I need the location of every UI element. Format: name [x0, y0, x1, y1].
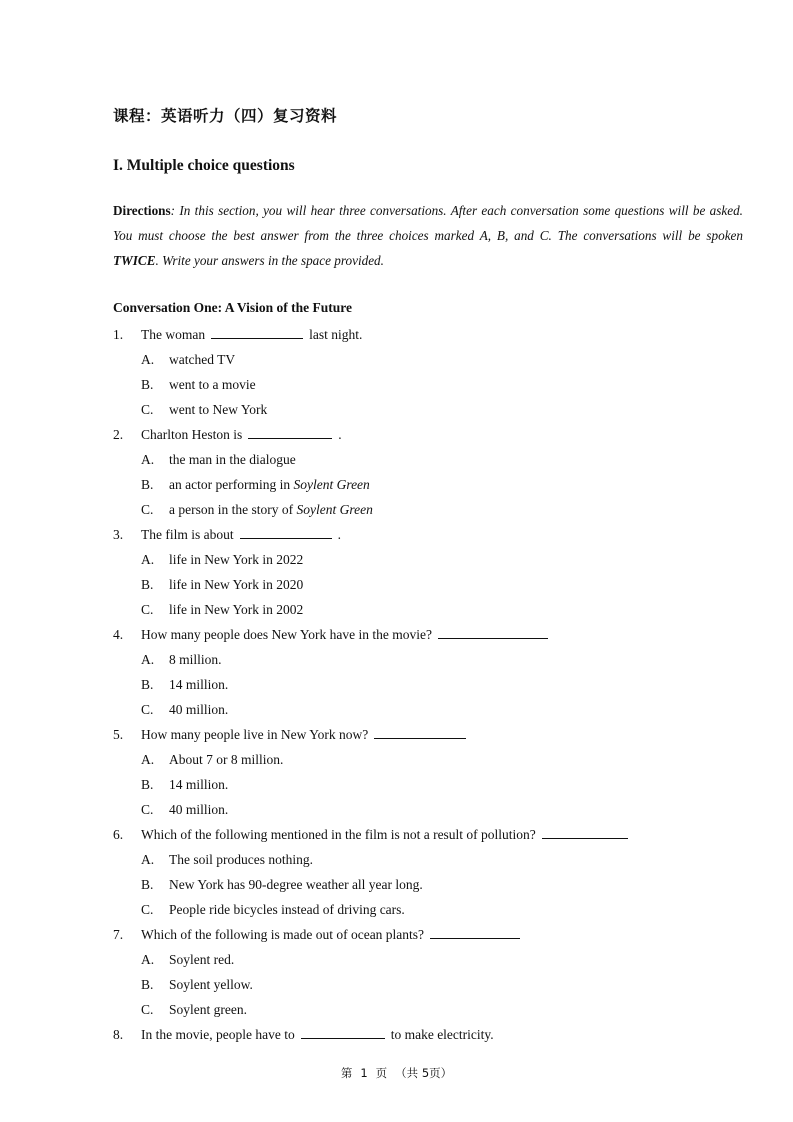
question-number: 6.	[113, 827, 124, 842]
option-a	[113, 847, 753, 872]
question-text: In the movie, people have to	[141, 1027, 295, 1042]
question-2	[113, 422, 753, 447]
option-b	[113, 372, 753, 397]
option-text: Soylent yellow.	[169, 977, 253, 992]
option-label: C.	[141, 902, 154, 917]
option-c	[113, 497, 753, 522]
option-label: A.	[141, 752, 155, 767]
option-b	[113, 472, 753, 497]
option-text: 40 million.	[169, 702, 229, 717]
option-text: life in New York in 2002	[169, 602, 304, 617]
question-text-end: to make electricity.	[390, 1027, 494, 1042]
option-text: New York has 90-degree weather all year long.	[169, 877, 423, 892]
answer-blank[interactable]	[430, 924, 520, 939]
question-text-end: last night.	[309, 327, 363, 342]
option-c	[113, 897, 753, 922]
question-1	[113, 322, 753, 347]
question-3	[113, 522, 753, 547]
option-text: Soylent green.	[169, 1002, 247, 1017]
film-title: Soylent Green	[293, 477, 370, 492]
question-list	[113, 322, 753, 1047]
option-text: About 7 or 8 million.	[169, 752, 284, 767]
option-b	[113, 972, 753, 997]
option-text: 8 million.	[169, 652, 222, 667]
option-label: A.	[141, 852, 155, 867]
directions-paragraph	[113, 198, 743, 273]
option-text: a person in the story of Soylent Green	[169, 502, 373, 517]
question-7	[113, 922, 753, 947]
option-label: B.	[141, 877, 154, 892]
page-unit: 页	[375, 1066, 388, 1080]
page-total: （共 5页）	[395, 1066, 453, 1080]
question-number: 4.	[113, 627, 124, 642]
option-label: C.	[141, 602, 154, 617]
conversation-title: Conversation One: A Vision of the Future	[113, 300, 353, 315]
option-text: life in New York in 2022	[169, 552, 304, 567]
question-number: 2.	[113, 427, 124, 442]
answer-blank[interactable]	[211, 324, 303, 339]
option-text: watched TV	[169, 352, 236, 367]
question-text-end: .	[338, 427, 342, 442]
option-text: 40 million.	[169, 802, 229, 817]
option-label: B.	[141, 477, 154, 492]
question-text: How many people does New York have in the movie?	[141, 627, 432, 642]
option-label: B.	[141, 677, 154, 692]
option-a	[113, 447, 753, 472]
option-b	[113, 872, 753, 897]
directions-emphasis: TWICE	[113, 253, 156, 268]
question-text-end: .	[337, 527, 341, 542]
answer-blank[interactable]	[438, 624, 548, 639]
question-text: How many people live in New York now?	[141, 727, 369, 742]
option-b	[113, 572, 753, 597]
option-label: A.	[141, 452, 155, 467]
option-label: C.	[141, 402, 154, 417]
option-a	[113, 547, 753, 572]
directions-lead: Directions	[113, 203, 171, 218]
answer-blank[interactable]	[374, 724, 466, 739]
question-text: The woman	[141, 327, 206, 342]
question-4	[113, 622, 753, 647]
page-footer	[0, 1065, 793, 1081]
option-text: an actor performing in Soylent Green	[169, 477, 370, 492]
option-c	[113, 797, 753, 822]
question-number: 5.	[113, 727, 124, 742]
question-8	[113, 1022, 753, 1047]
answer-blank[interactable]	[240, 524, 332, 539]
document-title: 课程：英语听力（四）复习资料	[113, 107, 338, 125]
option-text: the man in the dialogue	[169, 452, 296, 467]
option-text: Soylent red.	[169, 952, 235, 967]
page-label: 第	[340, 1066, 353, 1080]
option-label: A.	[141, 552, 155, 567]
option-label: A.	[141, 352, 155, 367]
option-c	[113, 697, 753, 722]
option-label: B.	[141, 377, 154, 392]
question-5	[113, 722, 753, 747]
option-label: C.	[141, 702, 154, 717]
question-text: Charlton Heston is	[141, 427, 243, 442]
directions-separator: :	[170, 203, 180, 218]
option-a	[113, 947, 753, 972]
option-a	[113, 347, 753, 372]
answer-blank[interactable]	[542, 824, 628, 839]
option-text: The soil produces nothing.	[169, 852, 313, 867]
question-text: Which of the following mentioned in the film is not a result of pollution?	[141, 827, 536, 842]
option-c	[113, 997, 753, 1022]
question-6	[113, 822, 753, 847]
question-number: 3.	[113, 527, 124, 542]
question-text: Which of the following is made out of ocean plants?	[141, 927, 425, 942]
option-a	[113, 747, 753, 772]
answer-blank[interactable]	[301, 1024, 385, 1039]
option-text: went to a movie	[169, 377, 256, 392]
option-label: C.	[141, 802, 154, 817]
option-label: C.	[141, 502, 154, 517]
film-title: Soylent Green	[296, 502, 373, 517]
page-number: 1	[360, 1066, 368, 1080]
option-label: B.	[141, 577, 154, 592]
option-b	[113, 772, 753, 797]
option-a	[113, 647, 753, 672]
option-text: 14 million.	[169, 677, 229, 692]
option-text: 14 million.	[169, 777, 229, 792]
option-label: A.	[141, 652, 155, 667]
section-title: I. Multiple choice questions	[113, 157, 295, 174]
option-c	[113, 597, 753, 622]
option-label: C.	[141, 1002, 154, 1017]
option-b	[113, 672, 753, 697]
option-label: B.	[141, 977, 154, 992]
answer-blank[interactable]	[248, 424, 332, 439]
option-label: A.	[141, 952, 155, 967]
option-text: life in New York in 2020	[169, 577, 304, 592]
question-text: The film is about	[141, 527, 234, 542]
directions-text-2: . Write your answers in the space provided.	[155, 253, 384, 268]
question-number: 7.	[113, 927, 124, 942]
option-c	[113, 397, 753, 422]
option-text: went to New York	[169, 402, 268, 417]
question-number: 8.	[113, 1027, 124, 1042]
option-text: People ride bicycles instead of driving cars.	[169, 902, 405, 917]
option-label: B.	[141, 777, 154, 792]
question-number: 1.	[113, 327, 124, 342]
directions-text-1: In this section, you will hear three conversations. After each conversation some questions will be asked. You must choose the best answer from the three choices marked A, B, and C. The conversations will be spoken	[113, 203, 743, 243]
